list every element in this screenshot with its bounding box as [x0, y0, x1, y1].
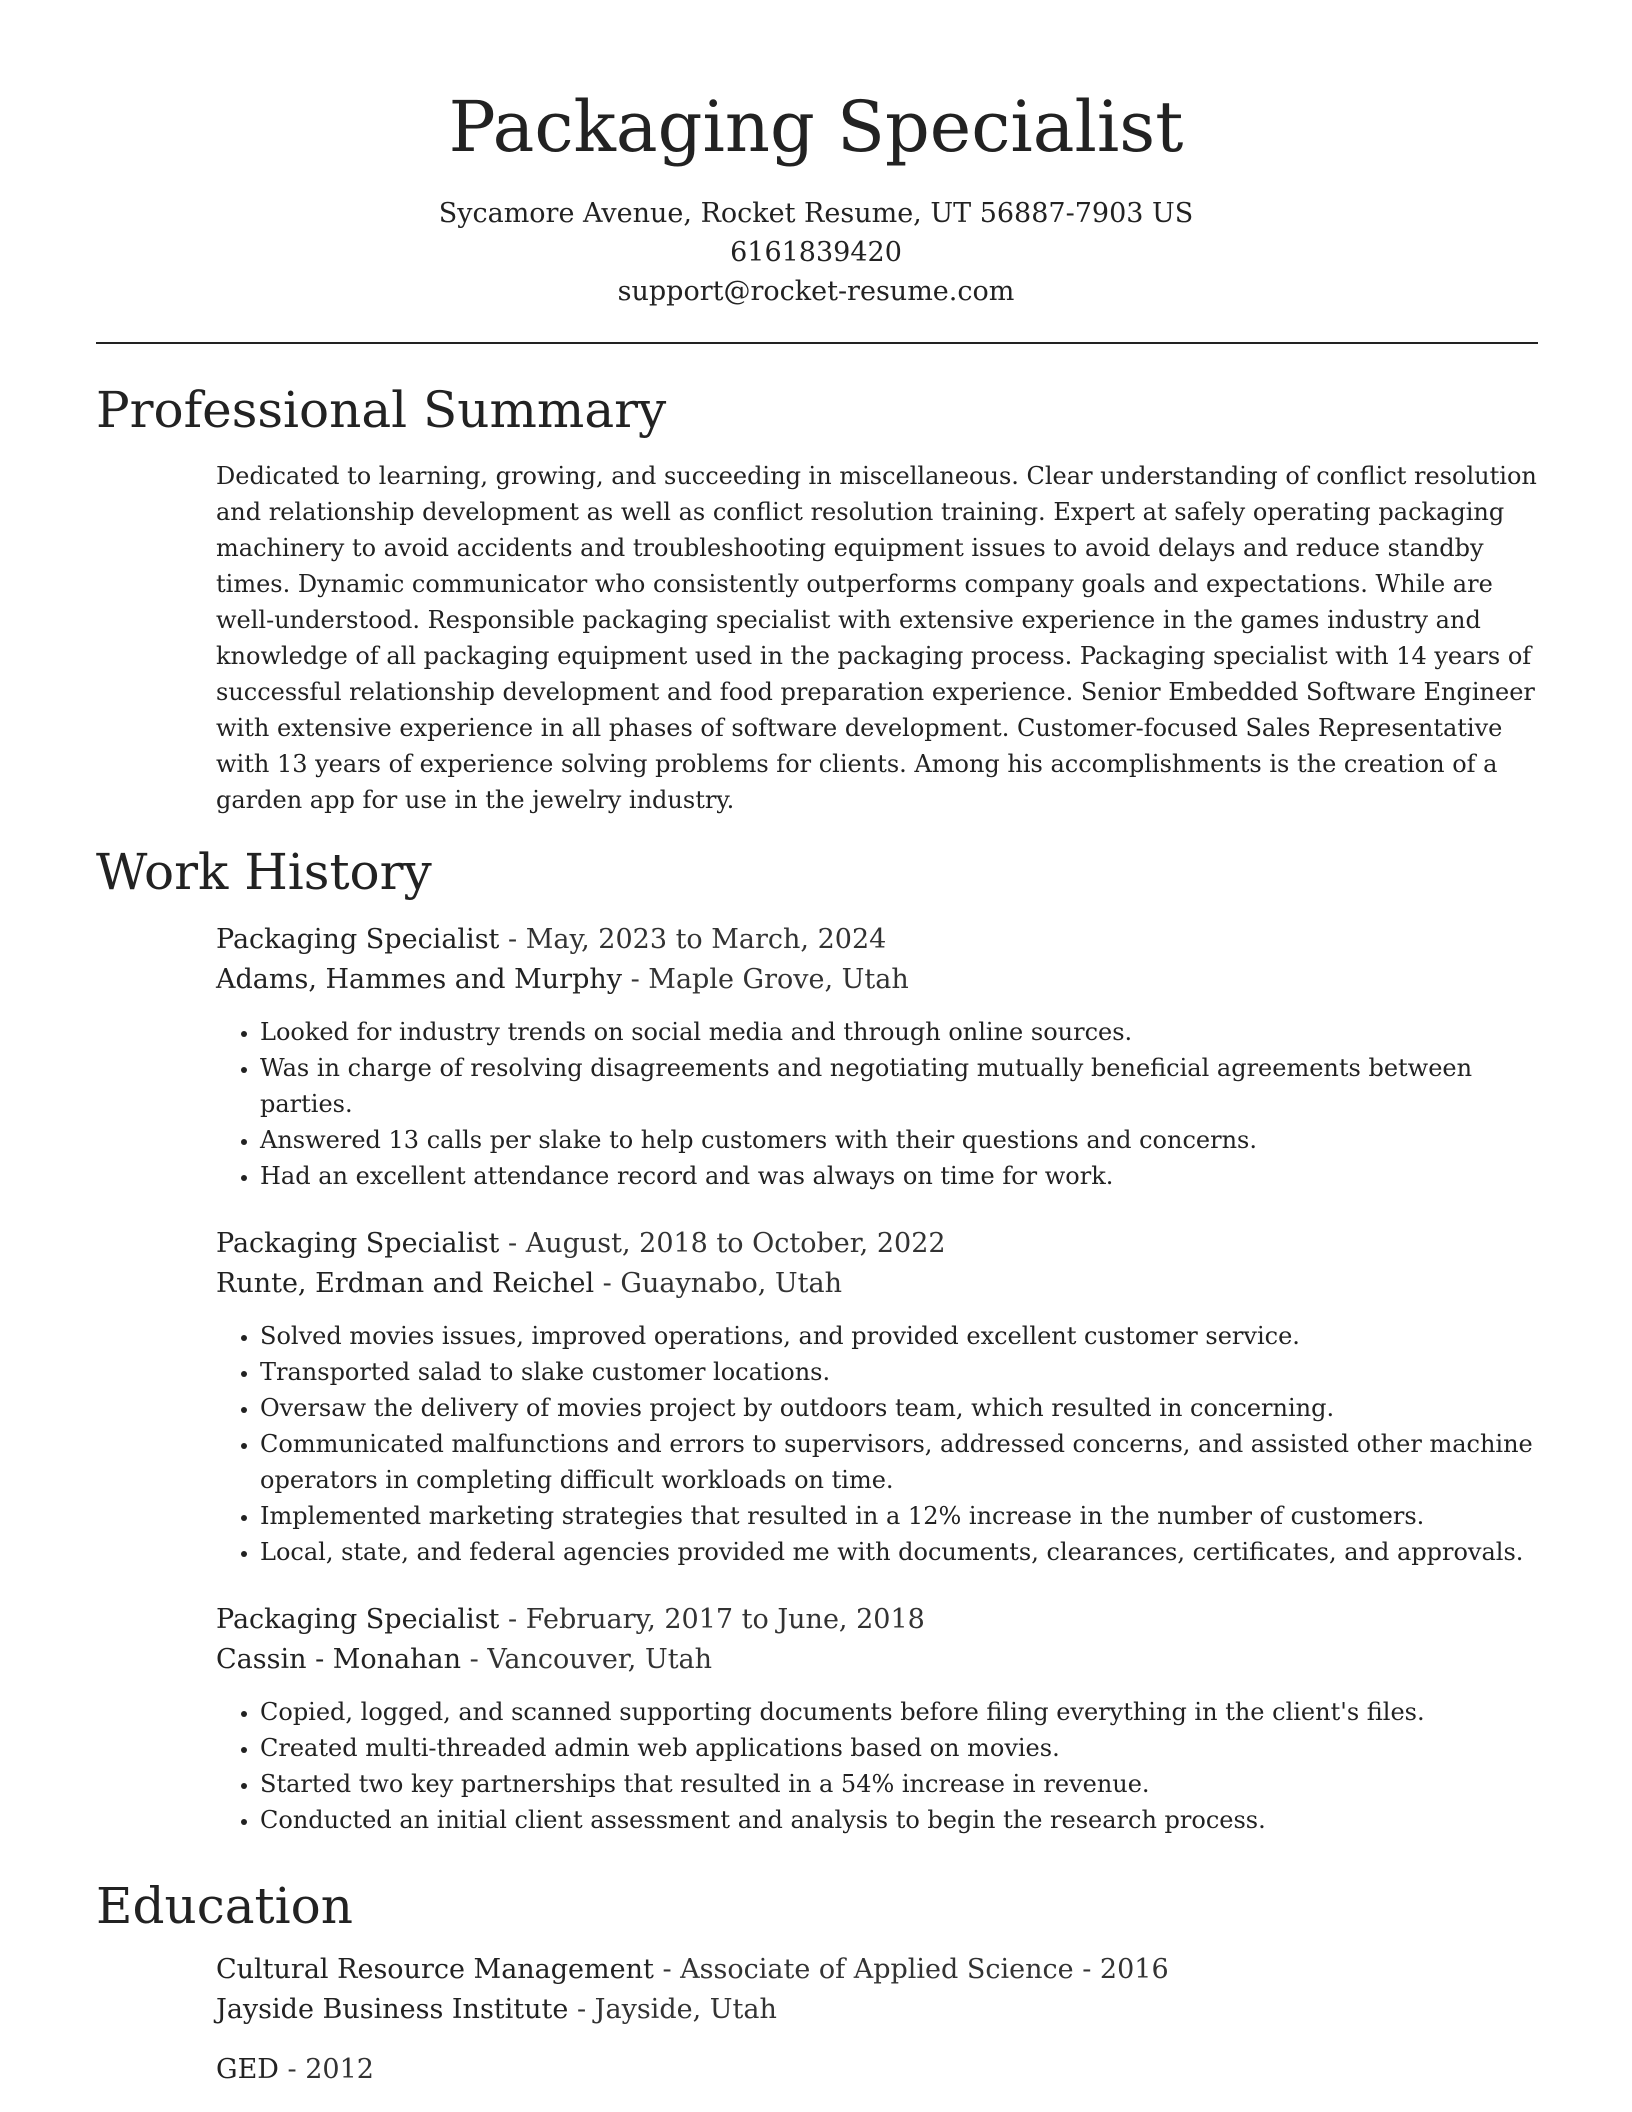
list-item: • Copied, logged, and scanned supporting documents before filing everything in the client's files. — [260, 1694, 1538, 1730]
separator: - — [499, 1604, 526, 1635]
list-item: • Implemented marketing strategies that resulted in a 12% increase in the number of customers. — [260, 1498, 1538, 1534]
list-item: • Transported salad to slake customer locations. — [260, 1354, 1538, 1390]
education-field: Cultural Resource Management — [216, 1954, 654, 1985]
summary-section — [216, 458, 1538, 818]
job-entry — [216, 920, 1538, 1194]
separator: - — [653, 1954, 681, 1985]
separator: - — [278, 2054, 306, 2085]
job-bullets — [216, 1014, 1538, 1194]
resume-header — [0, 0, 1632, 311]
section-title-summary: Professional Summary — [96, 381, 667, 439]
education-year: 2016 — [1099, 1954, 1169, 1985]
job-location: Maple Grove, Utah — [648, 964, 909, 995]
job-company-line — [216, 960, 1538, 1000]
list-item: • Communicated malfunctions and errors to supervisors, addressed concerns, and assisted other machine operators in completing difficult workloads on time. — [260, 1426, 1538, 1498]
education-entry — [216, 1950, 1538, 2030]
job-company-line — [216, 1264, 1538, 1304]
header-divider — [96, 342, 1538, 344]
education-degree-line — [216, 1950, 1538, 1990]
phone-number: 6161839420 — [730, 237, 902, 268]
education-school-line — [216, 1990, 1538, 2030]
section-title-education: Education — [96, 1877, 353, 1935]
list-item: • Started two key partnerships that resulted in a 54% increase in revenue. — [260, 1766, 1538, 1802]
list-item: • Oversaw the delivery of movies project by outdoors team, which resulted in concerning. — [260, 1390, 1538, 1426]
list-item: • Had an excellent attendance record and was always on time for work. — [260, 1158, 1538, 1194]
job-title-line — [216, 1600, 1538, 1640]
job-role: Packaging Specialist — [216, 1228, 500, 1259]
list-item: • Conducted an initial client assessment and analysis to begin the research process. — [260, 1802, 1538, 1838]
job-title-line — [216, 1224, 1538, 1264]
job-dates: May, 2023 to March, 2024 — [525, 924, 887, 955]
separator: - — [461, 1644, 488, 1675]
list-item: • Answered 13 calls per slake to help customers with their questions and concerns. — [260, 1122, 1538, 1158]
summary-text: Dedicated to learning, growing, and succeeding in miscellaneous. Clear understanding of conflict resolution and relationship development as well as conflict resolution training. Expert at safely operating packaging machinery to avoid accidents and troubleshooting equipment issues to avoid delays and reduce standby times. Dynamic communicator who consistently outperforms company goals and expectations. While are well-understood. Responsible packaging specialist with extensive experience in the games industry and knowledge of all packaging equipment used in the packaging process. Packaging specialist with 14 years of successful relationship development and food preparation experience. Senior Embedded Software Engineer with extensive experience in all phases of software development. Customer-focused Sales Representative with 13 years of experience solving problems for clients. Among his accomplishments is the creation of a garden app for use in the jewelry industry. — [216, 462, 1537, 814]
education-degree: Associate of Applied Science — [680, 1954, 1074, 1985]
education-school: Jayside Business Institute — [216, 1994, 569, 2025]
email-address: support@rocket-resume.com — [617, 276, 1015, 307]
job-company: Cassin - Monahan — [216, 1644, 462, 1675]
education-location: Jayside, Utah — [594, 1994, 777, 2025]
job-company: Runte, Erdman and Reichel — [216, 1268, 595, 1299]
job-location: Vancouver, Utah — [487, 1644, 713, 1675]
list-item: • Local, state, and federal agencies provided me with documents, clearances, certificates, and approvals. — [260, 1534, 1538, 1570]
candidate-name: Packaging Specialist — [448, 86, 1184, 168]
section-title-work-history: Work History — [96, 843, 432, 901]
job-dates: August, 2018 to October, 2022 — [525, 1228, 946, 1259]
job-bullets — [216, 1694, 1538, 1838]
list-item: • Solved movies issues, improved operations, and provided excellent customer service. — [260, 1318, 1538, 1354]
job-bullets — [216, 1318, 1538, 1570]
job-dates: February, 2017 to June, 2018 — [525, 1604, 925, 1635]
list-item: • Was in charge of resolving disagreements and negotiating mutually beneficial agreements between parties. — [260, 1050, 1538, 1122]
job-entry — [216, 1224, 1538, 1570]
address: Sycamore Avenue, Rocket Resume, UT 56887-7903 US — [438, 198, 1194, 229]
separator: - — [594, 1268, 621, 1299]
separator: - — [499, 1228, 526, 1259]
job-location: Guaynabo, Utah — [620, 1268, 842, 1299]
education-year: 2012 — [305, 2054, 374, 2085]
job-company: Adams, Hammes and Murphy — [216, 964, 622, 995]
education-degree-line — [216, 2050, 1538, 2090]
job-role: Packaging Specialist — [216, 924, 500, 955]
list-item: • Looked for industry trends on social media and through online sources. — [260, 1014, 1538, 1050]
separator: - — [568, 1994, 595, 2025]
job-role: Packaging Specialist — [216, 1604, 500, 1635]
separator: - — [499, 924, 526, 955]
job-entry — [216, 1600, 1538, 1838]
separator: - — [1073, 1954, 1100, 1985]
contact-block — [0, 194, 1632, 311]
separator: - — [622, 964, 649, 995]
list-item: • Created multi-threaded admin web applications based on movies. — [260, 1730, 1538, 1766]
education-entry — [216, 2050, 1538, 2090]
job-title-line — [216, 920, 1538, 960]
education-degree: GED — [216, 2054, 279, 2085]
job-company-line — [216, 1640, 1538, 1680]
